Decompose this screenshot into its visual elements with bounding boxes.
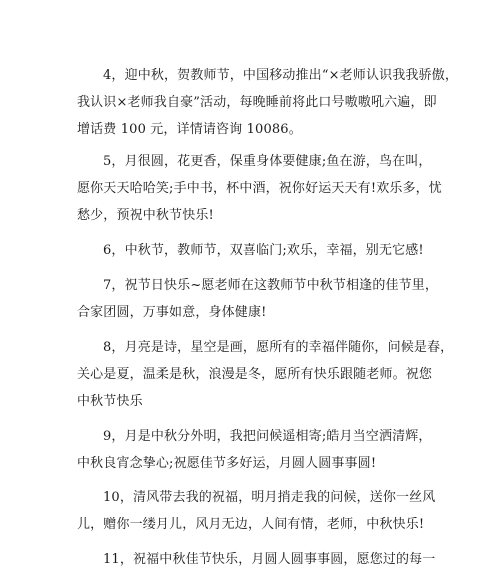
paragraph-line: 5，月很圆，花更香，保重身体要健康;鱼在游，鸟在叫， bbox=[103, 154, 432, 169]
paragraph-line: 6，中秋节，教师节，双喜临门;欢乐，幸福，别无它感! bbox=[103, 243, 424, 258]
paragraph-line: 中秋良宵念挚心;祝愿佳节多好运，月圆人圆事事圆! bbox=[77, 456, 377, 471]
paragraph-5 bbox=[77, 148, 442, 229]
paragraph-line: 我认识×老师我自豪”活动，每晚睡前将此口号嗷嗷吼六遍，即 bbox=[77, 95, 437, 110]
paragraph-11 bbox=[77, 546, 436, 566]
paragraph-line: 9，月是中秋分外明，我把问候遥相寄;皓月当空洒清辉， bbox=[103, 429, 432, 444]
paragraph-7 bbox=[77, 272, 439, 326]
paragraph-line: 关心是夏，温柔是秋，浪漫是冬，愿所有快乐跟随老师。祝您 bbox=[77, 367, 433, 382]
paragraph-10 bbox=[77, 484, 436, 538]
paragraph-line: 8，月亮是诗，星空是画，愿所有的幸福伴随你，问候是春， bbox=[103, 340, 454, 355]
paragraph-line: 4，迎中秋，贺教师节，中国移动推出“×老师认识我我骄傲， bbox=[103, 68, 459, 83]
paragraph-line: 儿，赠你一缕月儿，风月无边，人间有情，老师，中秋快乐! bbox=[77, 517, 425, 532]
paragraph-line: 愁少，预祝中秋节快乐! bbox=[77, 208, 214, 223]
paragraph-4 bbox=[77, 62, 459, 143]
paragraph-line: 合家团圆，万事如意，身体健康! bbox=[77, 305, 267, 320]
paragraph-8 bbox=[77, 334, 454, 415]
paragraph-line: 7，祝节日快乐~愿老师在这教师节中秋节相逢的佳节里， bbox=[103, 278, 439, 293]
paragraph-line: 11，祝福中秋佳节快乐，月圆人圆事事圆，愿您过的每一 bbox=[103, 552, 436, 566]
paragraph-line: 10，清风带去我的祝福，明月捎走我的问候，送你一丝风 bbox=[103, 490, 436, 505]
paragraph-line: 中秋节快乐 bbox=[77, 394, 143, 409]
paragraph-line: 增话费 100 元，详情请咨询 10086。 bbox=[77, 122, 302, 137]
paragraph-6 bbox=[77, 237, 427, 264]
paragraph-line: 愿你天天哈哈笑;手中书，杯中酒，祝你好运天天有!欢乐多，忧 bbox=[77, 181, 442, 196]
paragraph-9 bbox=[77, 423, 432, 477]
